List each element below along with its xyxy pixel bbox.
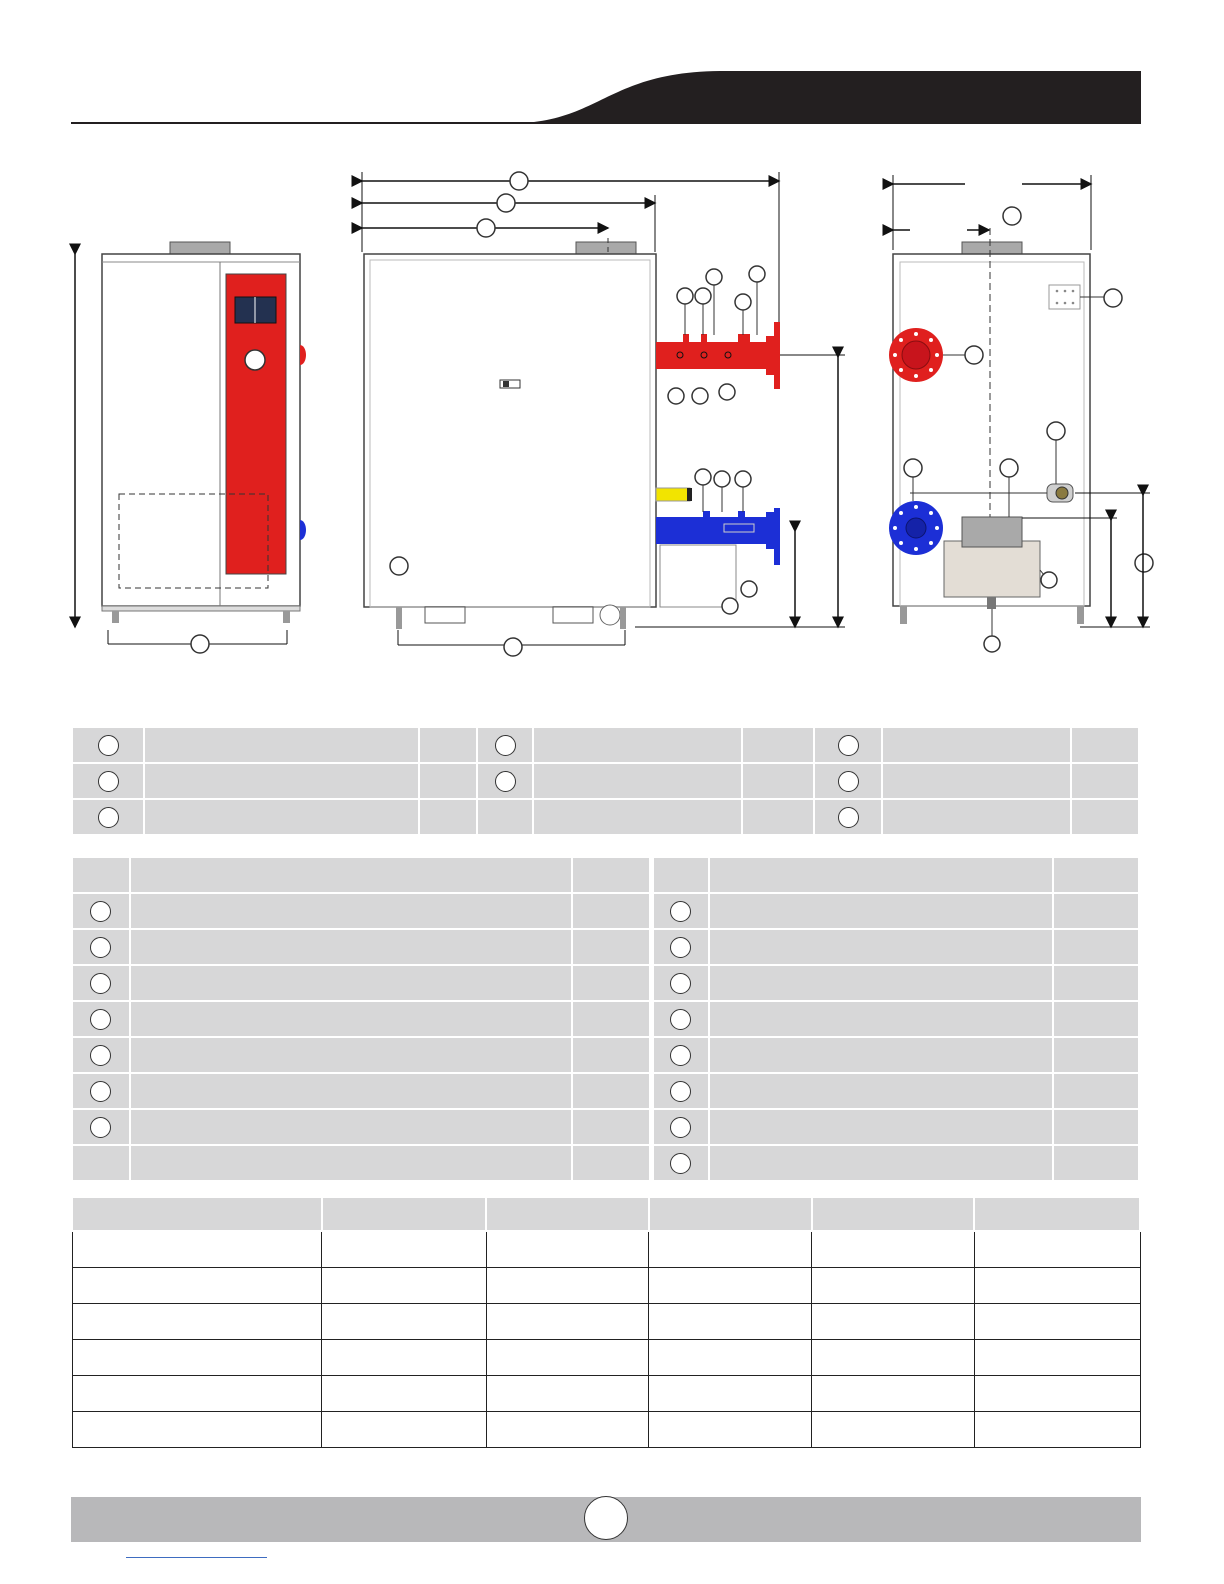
- side-view: [362, 172, 845, 656]
- callout-marker: [98, 771, 119, 792]
- callout-marker: [670, 1081, 691, 1102]
- table-row: [72, 1268, 1140, 1304]
- callout-marker: [90, 1045, 111, 1066]
- callout-marker: [670, 1045, 691, 1066]
- table-row: [653, 1001, 1139, 1037]
- table-row: [653, 929, 1139, 965]
- boiler-drawings: [0, 160, 1224, 660]
- callout-marker: [838, 771, 859, 792]
- callout-marker: [90, 1009, 111, 1030]
- callout-marker: [838, 807, 859, 828]
- callout-marker: [670, 973, 691, 994]
- header-banner: [0, 60, 1224, 130]
- table-row: [653, 893, 1139, 929]
- callout-marker: [98, 807, 119, 828]
- dims-header: [72, 1197, 1140, 1231]
- legend-row: [72, 799, 1139, 835]
- table-row: [72, 1340, 1140, 1376]
- table-row: [72, 1145, 650, 1181]
- callout-marker: [670, 1009, 691, 1030]
- callout-marker: [495, 735, 516, 756]
- table-row: [72, 893, 650, 929]
- items-table-right: [652, 856, 1140, 1182]
- table-row: [72, 1037, 650, 1073]
- table-row: [72, 965, 650, 1001]
- table-row: [72, 1304, 1140, 1340]
- items-header: [72, 857, 650, 893]
- rear-view: [889, 175, 1153, 652]
- callout-marker: [98, 735, 119, 756]
- callout-marker: [838, 735, 859, 756]
- footer-link[interactable]: [126, 1557, 267, 1558]
- callout-marker: [670, 901, 691, 922]
- callout-marker: [90, 973, 111, 994]
- items-table-left: [71, 856, 651, 1182]
- table-row: [72, 1001, 650, 1037]
- callout-marker: [670, 1117, 691, 1138]
- table-row: [72, 929, 650, 965]
- legend-row: [72, 763, 1139, 799]
- legend-row: [72, 727, 1139, 763]
- dimensions-table: [71, 1196, 1141, 1448]
- callout-marker: [90, 1081, 111, 1102]
- callout-marker: [670, 937, 691, 958]
- callout-marker: [670, 1153, 691, 1174]
- table-row: [72, 1412, 1140, 1448]
- page-number-badge: [584, 1496, 628, 1540]
- table-row: [72, 1073, 650, 1109]
- table-row: [653, 1073, 1139, 1109]
- callout-marker: [90, 1117, 111, 1138]
- table-row: [653, 1145, 1139, 1181]
- items-header: [653, 857, 1139, 893]
- table-row: [653, 965, 1139, 1001]
- callout-marker: [495, 771, 516, 792]
- legend-table: [71, 726, 1140, 836]
- table-row: [653, 1037, 1139, 1073]
- table-row: [72, 1376, 1140, 1412]
- table-row: [653, 1109, 1139, 1145]
- table-row: [72, 1109, 650, 1145]
- callout-marker: [90, 937, 111, 958]
- table-row: [72, 1231, 1140, 1268]
- front-view: [75, 242, 306, 653]
- callout-marker: [90, 901, 111, 922]
